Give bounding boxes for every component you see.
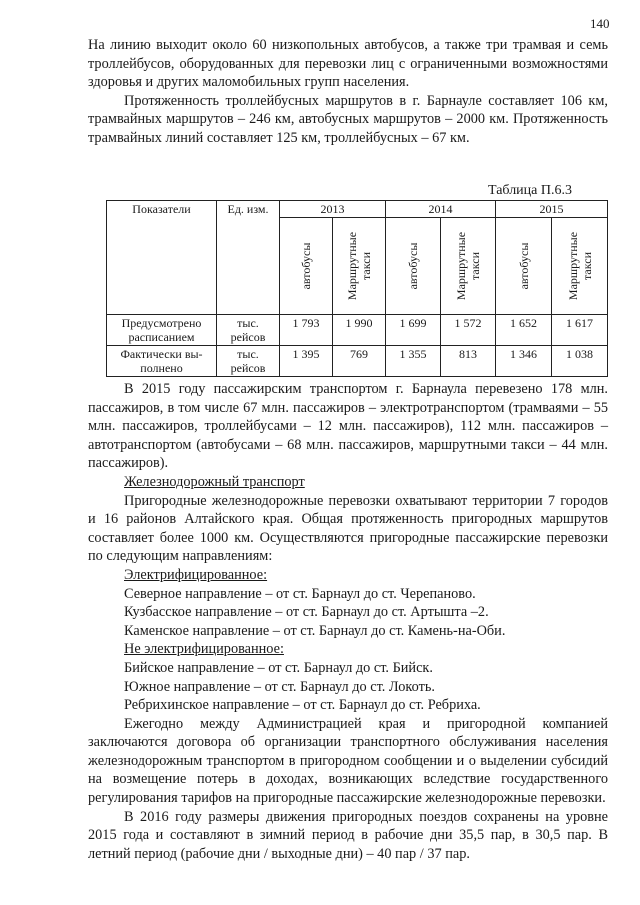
cell-value: 1 355 [386, 346, 441, 377]
header-indicator: Показатели [107, 201, 217, 315]
list-item: Южное направление – от ст. Барнаул до ст. Локоть. [124, 678, 435, 695]
cell-value: 1 346 [496, 346, 552, 377]
row-label: Фактически вы- полнено [107, 346, 217, 377]
schedule-table [106, 200, 608, 377]
cell-value: 1 990 [333, 315, 386, 346]
electrified-heading: Электрифицированное: [124, 566, 268, 583]
subheader-taxi-2014: Маршрутные такси [441, 218, 496, 315]
non-electrified-heading: Не электрифицированное: [124, 641, 284, 658]
intro-paragraph-2: Протяженность троллейбусных маршрутов в г. Барнауле составляет 106 км, трамвайных маршрутов – 246 км, автобусных маршрутов – 2000 км. Протяженность трамвайных линий составляет 125 км, троллейбусных – 67 км. [88, 92, 608, 146]
rail-heading: Железнодорожный транспорт [124, 473, 305, 490]
cell-value: 813 [441, 346, 496, 377]
subheader-bus-2014: автобусы [386, 218, 441, 315]
contracts-paragraph: Ежегодно между Администрацией края и пригородной компанией заключаются договора об организации транспортного обслуживания населения железнодорожным транспортом в пригородном сообщении и о выделении субсидий на возмещение потерь в доходах, возникающих вследствие государственного регулирования тарифов на пригородные пассажирские железнодорожные перевозки. [88, 715, 608, 807]
list-item: Северное направление – от ст. Барнаул до ст. Черепаново. [124, 585, 476, 602]
cell-value: 1 038 [552, 346, 608, 377]
subheader-taxi-2015: Маршрутные такси [552, 218, 608, 315]
intro-block [88, 36, 608, 148]
cell-value: 1 617 [552, 315, 608, 346]
subheader-bus-2015: автобусы [496, 218, 552, 315]
header-year-2015: 2015 [496, 201, 608, 218]
table-row-planned [107, 315, 608, 346]
table-caption: Таблица П.6.3 [488, 183, 572, 198]
list-item: Бийское направление – от ст. Барнаул до ст. Бийск. [124, 659, 433, 676]
row-unit: тыс. рейсов [217, 346, 280, 377]
cell-value: 1 395 [280, 346, 333, 377]
table-row-actual [107, 346, 608, 377]
list-item: Кузбасское направление – от ст. Барнаул до ст. Артышта –2. [124, 604, 489, 621]
rail-paragraph: Пригородные железнодорожные перевозки охватывают территории 7 городов и 16 районов Алтайского края. Общая протяженность пригородных маршрутов составляет более 1000 км. Осуществляются пригородные пассажирские перевозки по следующим направлениям: [88, 492, 608, 565]
cell-value: 1 652 [496, 315, 552, 346]
subheader-bus-2013: автобусы [280, 218, 333, 315]
table-header-row [107, 201, 608, 218]
list-item: Ребрихинское направление – от ст. Барнаул до ст. Ребриха. [124, 697, 481, 714]
list-item: Каменское направление – от ст. Барнаул до ст. Камень-на-Оби. [124, 622, 506, 639]
header-year-2013: 2013 [280, 201, 386, 218]
rail-block [88, 380, 608, 863]
cell-value: 1 699 [386, 315, 441, 346]
page-number: 140 [590, 16, 610, 31]
passengers-paragraph: В 2015 году пассажирским транспортом г. Барнаула перевезено 178 млн. пассажиров, в том числе 67 млн. пассажиров – электротранспортом (трамваями – 55 млн. пассажиров, троллейбусами – 12 млн. пассажиров), 112 млн. пассажиров – автотранспортом (автобусами – 68 млн. пассажиров, маршрутными такси – 44 млн. пассажиров). [88, 381, 608, 472]
intro-paragraph-1: На линию выходит около 60 низкопольных автобусов, а также три трамвая и семь троллейбусов, оборудованных для перевозки лиц с ограниченными возможностями здоровья и других маломобильных групп населения. [88, 37, 608, 91]
cell-value: 769 [333, 346, 386, 377]
header-year-2014: 2014 [386, 201, 496, 218]
subheader-taxi-2013: Маршрутные такси [333, 218, 386, 315]
row-unit: тыс. рейсов [217, 315, 280, 346]
header-unit: Ед. изм. [217, 201, 280, 315]
schedule-paragraph: В 2016 году размеры движения пригородных поездов сохранены на уровне 2015 года и составляют в зимний период в рабочие дни 35,5 пар, в 30,5 пар. В летний период (рабочие дни / выходные дни) – 40 пар / 37 пар. [88, 808, 608, 862]
row-label: Предусмотрено расписанием [107, 315, 217, 346]
cell-value: 1 793 [280, 315, 333, 346]
cell-value: 1 572 [441, 315, 496, 346]
